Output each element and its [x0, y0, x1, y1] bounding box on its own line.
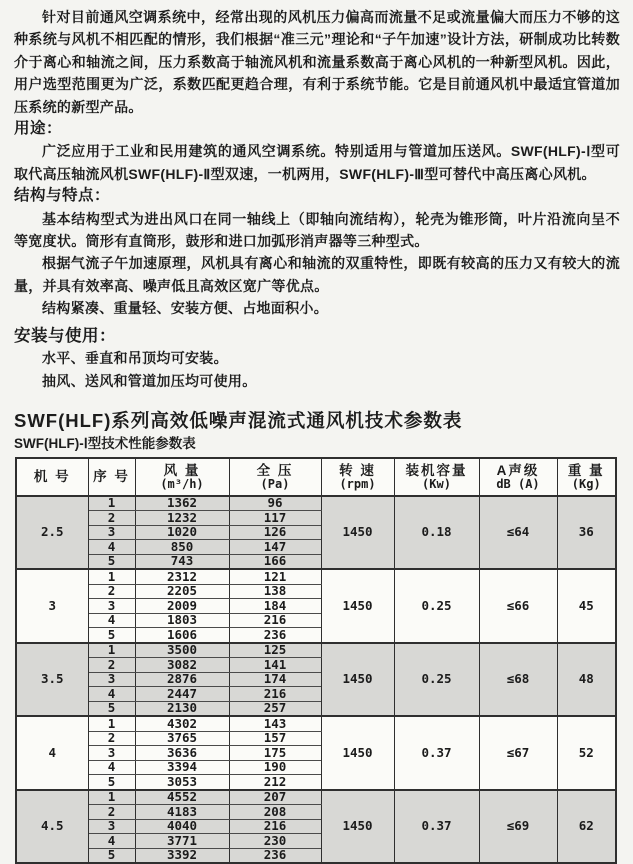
seq-cell: 2 [88, 658, 135, 673]
pressure-cell: 212 [229, 775, 321, 790]
seq-cell: 1 [88, 643, 135, 658]
pressure-cell: 175 [229, 746, 321, 761]
pressure-cell: 96 [229, 496, 321, 511]
flow-cell: 2130 [135, 701, 229, 716]
weight-cell: 45 [557, 569, 616, 643]
speed-cell: 1450 [321, 496, 394, 570]
seq-cell: 5 [88, 554, 135, 569]
col-header-weight: 重 量 (Kg) [557, 458, 616, 496]
seq-cell: 5 [88, 701, 135, 716]
flow-cell: 3636 [135, 746, 229, 761]
pressure-cell: 230 [229, 834, 321, 849]
spec-table-body [16, 496, 616, 864]
col-header-model: 机 号 [16, 458, 88, 496]
col-header-pressure: 全 压 (Pa) [229, 458, 321, 496]
pressure-cell: 216 [229, 613, 321, 628]
power-cell: 0.37 [394, 790, 479, 864]
install-paragraph-2: 抽风、送风和管道加压均可使用。 [42, 372, 257, 389]
seq-cell: 1 [88, 569, 135, 584]
structure-paragraph-1: 基本结构型式为进出风口在同一轴线上（即轴向流结构），轮壳为锥形筒，叶片沿流向呈不等宽度状。筒形有直筒形，鼓形和进口加弧形消声器等三种型式。 [14, 210, 620, 250]
weight-cell: 48 [557, 643, 616, 717]
seq-cell: 1 [88, 790, 135, 805]
weight-cell: 62 [557, 790, 616, 864]
pressure-cell: 143 [229, 716, 321, 731]
pressure-cell: 141 [229, 658, 321, 673]
power-cell: 0.18 [394, 496, 479, 570]
seq-cell: 4 [88, 613, 135, 628]
seq-cell: 3 [88, 819, 135, 834]
seq-cell: 2 [88, 731, 135, 746]
flow-cell: 4552 [135, 790, 229, 805]
pressure-cell: 157 [229, 731, 321, 746]
pressure-cell: 126 [229, 525, 321, 540]
weight-cell: 52 [557, 716, 616, 790]
pressure-cell: 174 [229, 672, 321, 687]
pressure-cell: 184 [229, 599, 321, 614]
structure-paragraph-3: 结构紧凑、重量轻、安装方便、占地面积小。 [42, 300, 328, 317]
pressure-cell: 190 [229, 760, 321, 775]
flow-cell: 2205 [135, 584, 229, 599]
speed-cell: 1450 [321, 643, 394, 717]
pressure-cell: 216 [229, 687, 321, 702]
pressure-cell: 121 [229, 569, 321, 584]
col-header-speed: 转 速 (rpm) [321, 458, 394, 496]
col-header-flow: 风 量 (m³/h) [135, 458, 229, 496]
pressure-cell: 236 [229, 848, 321, 863]
power-cell: 0.25 [394, 643, 479, 717]
model-cell: 3.5 [16, 643, 88, 717]
table-title: SWF(HLF)系列高效低噪声混流式通风机技术参数表 [14, 409, 463, 431]
pressure-cell: 236 [229, 628, 321, 643]
intro-paragraph: 针对目前通风空调系统中，经常出现的风机压力偏高而流量不足或流量偏大而压力不够的这种系统与风机不相匹配的情形，我们根据“准三元”理论和“子午加速”设计方法，研制成功比转数介于离心和轴流之间，压力系数高于轴流风机和流量系数高于离心风机的一种新型风机。因此，用户选型范围更为广泛，系数匹配更趋合理，有利于系统节能。它是目前通风机中最适宜管道加压系统的新型产品。 [14, 9, 620, 115]
seq-cell: 5 [88, 848, 135, 863]
flow-cell: 4302 [135, 716, 229, 731]
col-header-seq: 序 号 [88, 458, 135, 496]
flow-cell: 4040 [135, 819, 229, 834]
speed-cell: 1450 [321, 569, 394, 643]
pressure-cell: 138 [229, 584, 321, 599]
flow-cell: 2009 [135, 599, 229, 614]
pressure-cell: 166 [229, 554, 321, 569]
seq-cell: 4 [88, 834, 135, 849]
pressure-cell: 125 [229, 643, 321, 658]
flow-cell: 1803 [135, 613, 229, 628]
seq-cell: 2 [88, 511, 135, 526]
flow-cell: 3500 [135, 643, 229, 658]
flow-cell: 1232 [135, 511, 229, 526]
noise-cell: ≤64 [479, 496, 557, 570]
model-cell: 4 [16, 716, 88, 790]
flow-cell: 1362 [135, 496, 229, 511]
seq-cell: 4 [88, 540, 135, 555]
speed-cell: 1450 [321, 716, 394, 790]
section-heading-usage: 用途： [14, 120, 63, 138]
flow-cell: 3394 [135, 760, 229, 775]
section-heading-structure: 结构与特点： [14, 187, 111, 205]
model-cell: 3 [16, 569, 88, 643]
pressure-cell: 216 [229, 819, 321, 834]
pressure-cell: 147 [229, 540, 321, 555]
seq-cell: 4 [88, 687, 135, 702]
speed-cell: 1450 [321, 790, 394, 864]
flow-cell: 1606 [135, 628, 229, 643]
noise-cell: ≤66 [479, 569, 557, 643]
flow-cell: 3053 [135, 775, 229, 790]
pressure-cell: 208 [229, 805, 321, 820]
usage-paragraph: 广泛应用于工业和民用建筑的通风空调系统。特别适用与管道加压送风。SWF(HLF)-Ⅰ型可取代高压轴流风机SWF(HLF)-Ⅱ型双速，一机两用，SWF(HLF)-Ⅲ型可替代中高压离心风机。 [14, 143, 620, 182]
flow-cell: 743 [135, 554, 229, 569]
flow-cell: 2447 [135, 687, 229, 702]
seq-cell: 3 [88, 746, 135, 761]
flow-cell: 1020 [135, 525, 229, 540]
flow-cell: 2312 [135, 569, 229, 584]
seq-cell: 2 [88, 584, 135, 599]
col-header-power: 装机容量 (Kw) [394, 458, 479, 496]
col-header-noise: A声级 dB (A) [479, 458, 557, 496]
noise-cell: ≤69 [479, 790, 557, 864]
power-cell: 0.37 [394, 716, 479, 790]
seq-cell: 3 [88, 599, 135, 614]
seq-cell: 2 [88, 805, 135, 820]
table-subtitle: SWF(HLF)-Ⅰ型技术性能参数表 [14, 435, 196, 451]
flow-cell: 3082 [135, 658, 229, 673]
flow-cell: 3771 [135, 834, 229, 849]
flow-cell: 2876 [135, 672, 229, 687]
pressure-cell: 257 [229, 701, 321, 716]
table-row [16, 496, 616, 511]
weight-cell: 36 [557, 496, 616, 570]
seq-cell: 1 [88, 716, 135, 731]
flow-cell: 850 [135, 540, 229, 555]
seq-cell: 4 [88, 760, 135, 775]
power-cell: 0.25 [394, 569, 479, 643]
flow-cell: 3392 [135, 848, 229, 863]
install-paragraph-1: 水平、垂直和吊顶均可安装。 [42, 350, 228, 367]
table-row [16, 643, 616, 658]
section-heading-install: 安装与使用： [14, 326, 116, 345]
table-row [16, 569, 616, 584]
seq-cell: 5 [88, 628, 135, 643]
seq-cell: 1 [88, 496, 135, 511]
pressure-cell: 117 [229, 511, 321, 526]
noise-cell: ≤67 [479, 716, 557, 790]
model-cell: 4.5 [16, 790, 88, 864]
model-cell: 2.5 [16, 496, 88, 570]
flow-cell: 4183 [135, 805, 229, 820]
noise-cell: ≤68 [479, 643, 557, 717]
flow-cell: 3765 [135, 731, 229, 746]
seq-cell: 3 [88, 672, 135, 687]
seq-cell: 5 [88, 775, 135, 790]
header-row [16, 458, 616, 496]
table-row [16, 790, 616, 805]
seq-cell: 3 [88, 525, 135, 540]
table-row [16, 716, 616, 731]
spec-table [15, 457, 617, 864]
structure-paragraph-2: 根据气流子午加速原理，风机具有离心和轴流的双重特性，即既有较高的压力又有较大的流量，并具有效率高、噪声低且高效区宽广等优点。 [14, 255, 620, 294]
pressure-cell: 207 [229, 790, 321, 805]
